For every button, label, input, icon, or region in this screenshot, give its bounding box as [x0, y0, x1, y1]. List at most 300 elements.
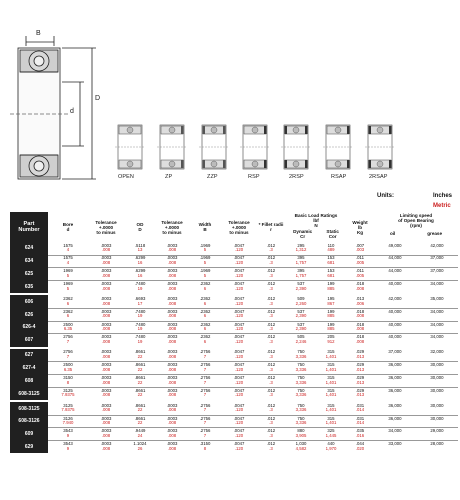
- table-cell: [48, 323, 88, 332]
- table-cell: [222, 429, 256, 438]
- table-row: [10, 242, 458, 255]
- table-cell: [286, 376, 316, 385]
- shield-icon-2: [157, 125, 187, 169]
- table-cell: [222, 350, 256, 359]
- cell-inch-value: .0003: [166, 362, 178, 368]
- table-cell: [416, 389, 458, 394]
- table-cell: [48, 363, 88, 372]
- table-cell: [286, 282, 316, 291]
- table-cell: [124, 389, 156, 398]
- cell-metric-value: 7: [203, 366, 207, 372]
- table-cell: [222, 442, 256, 451]
- cell-inch-value: 315: [327, 415, 335, 421]
- bearing-spec-table: [10, 212, 458, 497]
- table-cell: [286, 350, 316, 359]
- cell-inch-value: .8661: [134, 349, 146, 355]
- part-number-cell: 634: [10, 255, 48, 268]
- cell-metric-value: 912: [327, 338, 335, 344]
- cell-metric-value: .008: [101, 259, 111, 265]
- cell-inch-value: .7480: [134, 280, 146, 286]
- cell-metric-value: .120: [234, 326, 244, 332]
- cell-inch-value: 35,000: [430, 295, 444, 301]
- cell-metric-value: 5: [66, 272, 70, 278]
- table-cell: [222, 363, 256, 372]
- table-cell: [48, 404, 88, 413]
- table-cell: [88, 363, 124, 372]
- table-group: [10, 402, 458, 453]
- cell-inch-value: .0003: [166, 268, 178, 274]
- table-row: [10, 387, 458, 400]
- cell-metric-value: 6: [66, 300, 70, 306]
- table-cell: [374, 323, 416, 328]
- cell-inch-value: .2362: [199, 280, 211, 286]
- cell-inch-value: 37,000: [388, 349, 402, 355]
- cell-inch-value: 750: [297, 349, 305, 355]
- table-cell: [416, 256, 458, 261]
- table-cell: [88, 256, 124, 265]
- cell-metric-value: .3: [269, 247, 273, 253]
- table-cell: [416, 323, 458, 328]
- cell-metric-value: 22: [137, 392, 143, 398]
- table-cell: [286, 442, 316, 451]
- cell-inch-value: .2362: [199, 295, 211, 301]
- table-cell: [156, 269, 188, 278]
- cell-inch-value: .0003: [166, 321, 178, 327]
- table-cell: [124, 442, 156, 451]
- cell-metric-value: 26: [137, 445, 143, 451]
- cell-inch-value: .3150: [199, 441, 211, 447]
- cell-inch-value: .012: [266, 428, 276, 434]
- cell-inch-value: 199: [327, 280, 335, 286]
- cell-inch-value: .013: [355, 295, 365, 301]
- shield-label-zp: ZP: [165, 174, 173, 180]
- table-cell: [222, 256, 256, 265]
- cell-inch-value: 36,000: [388, 362, 402, 368]
- table-cell: [374, 376, 416, 381]
- cell-inch-value: .0003: [166, 402, 178, 408]
- table-cell: [188, 429, 222, 438]
- table-cell: [256, 244, 286, 253]
- table-cell: [188, 389, 222, 398]
- cell-inch-value: .6299: [134, 255, 146, 261]
- shield-icon-7: [365, 125, 395, 169]
- table-cell: [374, 389, 416, 394]
- cell-metric-value: 19: [137, 326, 143, 332]
- cell-inch-value: 3126: [63, 415, 73, 421]
- table-cell: [124, 335, 156, 344]
- cell-inch-value: .012: [266, 308, 276, 314]
- cell-inch-value: 509: [297, 295, 305, 301]
- cell-inch-value: 30,000: [430, 415, 444, 421]
- shield-label-2rsap: 2RSAP: [369, 174, 388, 180]
- cell-inch-value: 750: [297, 387, 305, 393]
- cell-inch-value: 2756: [63, 349, 73, 355]
- table-cell: [416, 350, 458, 355]
- cell-metric-value: .008: [101, 285, 111, 291]
- table-cell: [156, 244, 188, 253]
- cell-metric-value: .120: [234, 379, 244, 385]
- table-cell: [188, 417, 222, 426]
- cell-inch-value: 2362: [63, 308, 73, 314]
- table-cell: [222, 376, 256, 385]
- cell-inch-value: .0003: [100, 362, 112, 368]
- cell-metric-value: .120: [234, 259, 244, 265]
- table-cell: [416, 404, 458, 409]
- cell-inch-value: 110: [327, 242, 335, 248]
- cell-metric-value: 6: [203, 313, 207, 319]
- cell-metric-value: 3,905: [295, 432, 307, 438]
- cell-inch-value: 2500: [63, 321, 73, 327]
- cell-metric-value: 7: [203, 432, 207, 438]
- cell-metric-value: 1,312: [295, 247, 307, 253]
- cell-metric-value: .3: [269, 445, 273, 451]
- cell-metric-value: .008: [101, 247, 111, 253]
- cell-inch-value: .0003: [100, 268, 112, 274]
- table-cell: [48, 429, 88, 438]
- cell-inch-value: .044: [355, 441, 365, 447]
- cell-metric-value: .008: [355, 326, 365, 332]
- cell-metric-value: 1,401: [325, 407, 337, 413]
- table-cell: [286, 323, 316, 332]
- cell-inch-value: .012: [266, 349, 276, 355]
- cell-metric-value: 7.9375: [61, 392, 75, 398]
- cell-inch-value: 440: [327, 441, 335, 447]
- cell-inch-value: 34,000: [430, 334, 444, 340]
- cell-metric-value: 1,401: [325, 366, 337, 372]
- table-cell: [88, 404, 124, 413]
- table-cell: [48, 244, 88, 253]
- cell-inch-value: 40,000: [388, 280, 402, 286]
- cell-metric-value: 8: [66, 379, 70, 385]
- cell-metric-value: .008: [101, 445, 111, 451]
- table-cell: [256, 417, 286, 426]
- cell-metric-value: 1,401: [325, 379, 337, 385]
- cell-metric-value: .008: [167, 445, 177, 451]
- cell-inch-value: .0003: [166, 428, 178, 434]
- cell-metric-value: 2,260: [295, 300, 307, 306]
- table-cell: [88, 282, 124, 291]
- table-cell: [416, 244, 458, 249]
- cell-inch-value: .0047: [233, 308, 245, 314]
- part-number-cell: 608-3125: [10, 402, 48, 415]
- cell-metric-value: .008: [101, 300, 111, 306]
- cell-metric-value: 19: [137, 285, 143, 291]
- cell-inch-value: .031: [355, 402, 365, 408]
- cell-inch-value: .012: [266, 374, 276, 380]
- table-cell: [48, 350, 88, 359]
- cell-metric-value: .120: [234, 366, 244, 372]
- cell-metric-value: .008: [167, 407, 177, 413]
- cell-metric-value: .008: [167, 259, 177, 265]
- table-cell: [124, 269, 156, 278]
- table-cell: [256, 335, 286, 344]
- cell-metric-value: .013: [355, 392, 365, 398]
- table-cell: [88, 389, 124, 398]
- cell-metric-value: .120: [234, 300, 244, 306]
- cell-inch-value: 34,000: [430, 280, 444, 286]
- cell-inch-value: .1969: [199, 242, 211, 248]
- table-row: [10, 441, 458, 454]
- cell-metric-value: 3,336: [295, 392, 307, 398]
- cell-metric-value: .008: [167, 326, 177, 332]
- cell-inch-value: 205: [327, 334, 335, 340]
- part-number-cell: 626: [10, 308, 48, 321]
- cell-metric-value: 4: [66, 247, 70, 253]
- cell-inch-value: .011: [355, 255, 365, 261]
- cell-inch-value: 1969: [63, 280, 73, 286]
- cell-inch-value: .7480: [134, 321, 146, 327]
- cell-inch-value: 750: [297, 362, 305, 368]
- table-group: [10, 242, 458, 293]
- cell-inch-value: 40,000: [388, 321, 402, 327]
- cell-metric-value: .008: [101, 379, 111, 385]
- cell-inch-value: 880: [297, 428, 305, 434]
- cell-inch-value: .012: [266, 268, 276, 274]
- cell-metric-value: 1,757: [295, 259, 307, 265]
- table-cell: [156, 335, 188, 344]
- dim-b-label: B: [36, 30, 41, 37]
- cell-metric-value: 6: [203, 300, 207, 306]
- cell-inch-value: .2756: [199, 415, 211, 421]
- table-cell: [156, 256, 188, 265]
- cell-inch-value: 32,000: [430, 349, 444, 355]
- table-cell: [124, 363, 156, 372]
- table-cell: [316, 404, 346, 413]
- cell-metric-value: .008: [167, 247, 177, 253]
- cell-metric-value: .008: [167, 353, 177, 359]
- table-cell: [316, 389, 346, 398]
- table-cell: [316, 376, 346, 385]
- cell-metric-value: .008: [167, 366, 177, 372]
- cell-inch-value: 199: [327, 321, 335, 327]
- part-number-cell: 629: [10, 441, 48, 454]
- cell-inch-value: 1575: [63, 242, 73, 248]
- cell-metric-value: .120: [234, 338, 244, 344]
- cell-inch-value: .7480: [134, 308, 146, 314]
- cell-inch-value: 199: [327, 308, 335, 314]
- cell-inch-value: .0003: [100, 402, 112, 408]
- table-cell: [124, 417, 156, 426]
- cell-inch-value: .0047: [233, 428, 245, 434]
- cell-metric-value: .008: [101, 272, 111, 278]
- cell-metric-value: 7: [203, 420, 207, 426]
- table-cell: [188, 404, 222, 413]
- table-cell: [316, 417, 346, 426]
- cell-inch-value: 34,000: [430, 308, 444, 314]
- table-cell: [156, 376, 188, 385]
- cell-inch-value: .029: [355, 349, 365, 355]
- table-cell: [88, 417, 124, 426]
- table-cell: [222, 404, 256, 413]
- cell-metric-value: 5: [203, 247, 207, 253]
- cell-inch-value: .1969: [199, 268, 211, 274]
- cell-inch-value: 395: [297, 255, 305, 261]
- cell-inch-value: 395: [297, 268, 305, 274]
- shield-label-zzp: ZZP: [207, 174, 218, 180]
- table-cell: [188, 244, 222, 253]
- table-cell: [316, 335, 346, 344]
- shield-label-rsap: RSAP: [331, 174, 347, 180]
- cell-inch-value: .0047: [233, 415, 245, 421]
- table-cell: [256, 269, 286, 278]
- table-cell: [346, 282, 374, 291]
- cell-metric-value: 17: [137, 300, 143, 306]
- cell-inch-value: 3543: [63, 428, 73, 434]
- cell-metric-value: .008: [167, 432, 177, 438]
- table-cell: [156, 310, 188, 319]
- cell-inch-value: .012: [266, 280, 276, 286]
- cell-inch-value: .2756: [199, 402, 211, 408]
- cell-metric-value: .3: [269, 259, 273, 265]
- cell-inch-value: 153: [327, 268, 335, 274]
- cell-inch-value: .0003: [166, 295, 178, 301]
- shield-icon-1: [115, 125, 145, 169]
- shield-icon-6: [323, 125, 353, 169]
- table-cell: [346, 442, 374, 451]
- table-cell: [286, 269, 316, 278]
- cell-inch-value: 37,000: [430, 268, 444, 274]
- table-cell: [346, 269, 374, 278]
- table-cell: [346, 417, 374, 426]
- table-cell: [188, 310, 222, 319]
- cell-inch-value: .035: [355, 428, 365, 434]
- cell-metric-value: 681: [327, 259, 335, 265]
- part-number-cell: 627: [10, 349, 48, 362]
- cell-metric-value: 6: [203, 326, 207, 332]
- table-cell: [374, 417, 416, 422]
- cell-metric-value: .008: [355, 313, 365, 319]
- table-cell: [286, 363, 316, 372]
- table-cell: [316, 269, 346, 278]
- cell-metric-value: 2,390: [295, 326, 307, 332]
- header-dynamic: Dynamic Cr: [293, 229, 313, 239]
- cell-metric-value: .013: [355, 366, 365, 372]
- table-cell: [346, 376, 374, 385]
- table-row: [10, 334, 458, 347]
- table-cell: [346, 310, 374, 319]
- cell-inch-value: .012: [266, 441, 276, 447]
- header-bore-tolerance: Tolerance +.0000 to minus: [95, 219, 117, 235]
- table-cell: [88, 244, 124, 253]
- table-cell: [374, 404, 416, 409]
- table-cell: [346, 350, 374, 359]
- table-cell: [48, 442, 88, 451]
- table-cell: [156, 442, 188, 451]
- cell-inch-value: .0003: [100, 415, 112, 421]
- cell-metric-value: .008: [167, 338, 177, 344]
- cell-metric-value: 7.9375: [61, 407, 75, 413]
- table-cell: [188, 350, 222, 359]
- part-number-cell: 626-4: [10, 321, 48, 334]
- cell-metric-value: .008: [101, 353, 111, 359]
- cell-metric-value: .005: [355, 259, 365, 265]
- cell-metric-value: 4: [66, 259, 70, 265]
- cell-inch-value: .018: [355, 334, 365, 340]
- cell-metric-value: .008: [355, 338, 365, 344]
- cell-inch-value: 40,000: [388, 334, 402, 340]
- cell-inch-value: .2756: [199, 362, 211, 368]
- table-cell: [256, 363, 286, 372]
- table-cell: [88, 350, 124, 359]
- cell-inch-value: .2362: [199, 334, 211, 340]
- table-cell: [316, 244, 346, 253]
- table-cell: [346, 323, 374, 332]
- cell-inch-value: .018: [355, 280, 365, 286]
- table-cell: [286, 429, 316, 438]
- table-row: [10, 415, 458, 428]
- table-cell: [188, 282, 222, 291]
- cell-metric-value: .120: [234, 313, 244, 319]
- cell-metric-value: 5: [203, 272, 207, 278]
- table-cell: [222, 297, 256, 306]
- cell-inch-value: 34,000: [430, 321, 444, 327]
- cell-inch-value: .0003: [166, 441, 178, 447]
- table-cell: [374, 310, 416, 315]
- shield-type-icons: [115, 125, 395, 169]
- cell-inch-value: .7480: [134, 334, 146, 340]
- cell-inch-value: .2362: [199, 321, 211, 327]
- table-cell: [316, 363, 346, 372]
- cell-inch-value: 36,000: [388, 387, 402, 393]
- header-oil: oil: [389, 231, 396, 236]
- header-weight: Weight lb Kg: [352, 219, 368, 235]
- table-header: [10, 212, 458, 242]
- cell-metric-value: 6: [66, 313, 70, 319]
- table-cell: [188, 442, 222, 451]
- cell-inch-value: .0003: [100, 387, 112, 393]
- table-cell: [346, 404, 374, 413]
- cell-inch-value: 537: [297, 321, 305, 327]
- cell-metric-value: 3,336: [295, 379, 307, 385]
- table-cell: [222, 389, 256, 398]
- cell-metric-value: 885: [327, 285, 335, 291]
- cell-inch-value: 537: [297, 308, 305, 314]
- table-row: [10, 362, 458, 375]
- table-cell: [222, 244, 256, 253]
- table-cell: [286, 404, 316, 413]
- cell-metric-value: 1,401: [325, 392, 337, 398]
- header-bore: Bore d: [62, 222, 74, 232]
- cell-metric-value: .120: [234, 445, 244, 451]
- table-cell: [256, 350, 286, 359]
- cell-inch-value: .8661: [134, 415, 146, 421]
- cell-metric-value: .013: [355, 353, 365, 359]
- table-cell: [346, 256, 374, 265]
- cell-metric-value: .120: [234, 432, 244, 438]
- cell-metric-value: 7: [203, 379, 207, 385]
- table-cell: [316, 256, 346, 265]
- cell-metric-value: .3: [269, 338, 273, 344]
- cell-metric-value: 7: [66, 353, 70, 359]
- cell-inch-value: 36,000: [388, 415, 402, 421]
- cell-metric-value: 9: [66, 445, 70, 451]
- cell-metric-value: 1,401: [325, 353, 337, 359]
- cell-metric-value: 24: [137, 432, 143, 438]
- table-cell: [124, 297, 156, 306]
- table-cell: [188, 335, 222, 344]
- cell-metric-value: 1,445: [325, 432, 337, 438]
- cell-metric-value: 16: [137, 259, 143, 265]
- table-cell: [48, 282, 88, 291]
- units-inches: Inches: [433, 193, 453, 199]
- cell-inch-value: .0003: [100, 321, 112, 327]
- cell-metric-value: 3,336: [295, 353, 307, 359]
- cell-inch-value: .8661: [134, 362, 146, 368]
- cell-inch-value: .8661: [134, 387, 146, 393]
- cell-inch-value: .0047: [233, 280, 245, 286]
- cell-metric-value: 6.35: [63, 366, 73, 372]
- table-row: [10, 402, 458, 415]
